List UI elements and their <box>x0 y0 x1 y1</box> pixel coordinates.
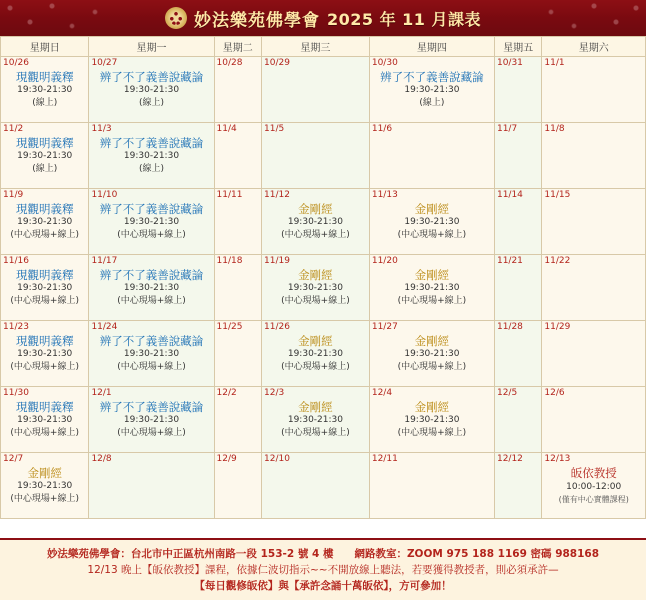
day-number: 12/11 <box>371 454 398 464</box>
event-title: 現觀明義釋 <box>15 268 74 282</box>
calendar-day-cell[interactable] <box>1 57 89 123</box>
page-footer <box>0 538 646 600</box>
event-venue: (中心現場+線上) <box>10 494 79 504</box>
day-number: 11/21 <box>496 256 523 266</box>
day-event <box>1 69 88 112</box>
day-number: 12/2 <box>216 388 237 398</box>
event-title: 皈依教授 <box>570 466 617 480</box>
calendar-day-cell[interactable] <box>89 189 214 255</box>
day-number: 10/26 <box>3 58 29 68</box>
day-number: 12/1 <box>91 388 112 398</box>
event-venue: (中心現場+線上) <box>117 428 186 438</box>
calendar-day-cell[interactable] <box>214 255 261 321</box>
day-number: 11/20 <box>371 256 398 266</box>
day-number: 11/16 <box>3 256 29 266</box>
calendar-day-cell[interactable] <box>262 123 370 189</box>
day-event <box>1 465 88 508</box>
event-venue: (線上) <box>138 98 164 108</box>
calendar-day-cell[interactable] <box>494 123 541 189</box>
calendar-day-cell[interactable] <box>542 189 646 255</box>
calendar-day-cell[interactable] <box>369 387 494 453</box>
day-number: 11/26 <box>264 322 290 332</box>
day-number: 12/5 <box>496 388 518 398</box>
calendar-week-row <box>1 123 646 189</box>
event-title: 辨了不了義善說藏論 <box>99 202 204 216</box>
weekday-header-sat: 星期六 <box>542 37 646 57</box>
day-number: 11/5 <box>264 124 285 134</box>
day-event <box>1 267 88 310</box>
calendar-body <box>1 57 646 519</box>
event-time: 19:30-21:30 <box>123 217 180 227</box>
day-number: 11/17 <box>91 256 118 266</box>
event-time: 19:30-21:30 <box>404 349 460 359</box>
calendar-day-cell[interactable] <box>89 453 214 519</box>
event-title: 現觀明義釋 <box>15 202 74 216</box>
day-event <box>89 333 213 376</box>
event-time: 19:30-21:30 <box>404 85 460 95</box>
event-time: 19:30-21:30 <box>287 217 343 227</box>
calendar-day-cell[interactable] <box>369 255 494 321</box>
event-title: 金剛經 <box>298 400 333 414</box>
header-ornament-right <box>526 0 646 36</box>
day-number: 11/14 <box>496 190 523 200</box>
day-number: 11/19 <box>264 256 290 266</box>
page-header <box>0 0 646 36</box>
calendar-day-cell[interactable] <box>89 387 214 453</box>
event-venue: (中心現場+線上) <box>397 296 467 306</box>
lotus-icon <box>165 7 187 29</box>
day-number: 11/15 <box>544 190 571 200</box>
day-event <box>1 135 88 178</box>
calendar-day-cell[interactable] <box>369 123 494 189</box>
calendar-day-cell[interactable] <box>494 255 541 321</box>
event-note: (僅有中心實體課程) <box>558 495 629 504</box>
event-time: 19:30-21:30 <box>123 283 180 293</box>
calendar-day-cell[interactable] <box>494 57 541 123</box>
day-number: 10/27 <box>91 58 118 68</box>
day-event <box>262 201 369 244</box>
day-event <box>262 267 369 310</box>
day-number: 11/27 <box>371 322 398 332</box>
calendar-day-cell[interactable] <box>1 387 89 453</box>
calendar-day-cell[interactable] <box>542 387 646 453</box>
calendar-week-row <box>1 57 646 123</box>
event-title: 現觀明義釋 <box>15 400 74 414</box>
calendar-day-cell[interactable] <box>214 123 261 189</box>
calendar-day-cell[interactable] <box>542 57 646 123</box>
event-venue: (中心現場+線上) <box>117 230 186 240</box>
event-time: 19:30-21:30 <box>404 217 460 227</box>
event-title: 金剛經 <box>414 334 450 348</box>
calendar-day-cell[interactable] <box>214 453 261 519</box>
event-venue: (中心現場+線上) <box>397 230 467 240</box>
event-time: 19:30-21:30 <box>287 283 343 293</box>
event-time: 19:30-21:30 <box>17 415 73 425</box>
calendar-day-cell[interactable] <box>214 321 261 387</box>
calendar-day-cell[interactable] <box>214 57 261 123</box>
calendar-day-cell[interactable] <box>89 255 214 321</box>
day-number: 11/6 <box>371 124 393 134</box>
day-event <box>370 201 494 244</box>
day-event <box>262 399 369 442</box>
day-event <box>1 333 88 376</box>
day-number: 10/29 <box>264 58 290 68</box>
event-time: 19:30-21:30 <box>287 415 343 425</box>
day-number: 11/30 <box>3 388 29 398</box>
footer-address-line: 妙法樂苑佛學會：台北市中正區杭州南路一段 153-2 號 4 樓 網路教室：ZOOM 975 188 1169 密碼 988168 <box>46 547 600 560</box>
calendar-day-cell[interactable] <box>494 189 541 255</box>
event-title: 金剛經 <box>298 268 333 282</box>
day-number: 12/10 <box>264 454 290 464</box>
calendar-day-cell[interactable] <box>369 321 494 387</box>
event-time: 19:30-21:30 <box>123 415 180 425</box>
day-number: 11/24 <box>91 322 118 332</box>
calendar-day-cell[interactable] <box>494 453 541 519</box>
page-title: 妙法樂苑佛學會 <box>193 10 320 31</box>
event-title: 辨了不了義善說藏論 <box>99 136 204 150</box>
event-time: 19:30-21:30 <box>123 349 180 359</box>
day-number: 11/3 <box>91 124 112 134</box>
footer-note-line-2: 【每日觀修皈依】與【承許念誦十萬皈依】，方可參加！ <box>194 579 452 592</box>
day-event <box>542 465 645 507</box>
calendar-day-cell[interactable] <box>1 189 89 255</box>
event-venue: (線上) <box>32 98 58 108</box>
day-number: 11/12 <box>264 190 290 200</box>
day-event <box>89 135 213 178</box>
event-title: 現觀明義釋 <box>15 334 74 348</box>
day-number: 12/8 <box>91 454 112 464</box>
event-title: 辨了不了義善說藏論 <box>99 70 204 84</box>
weekday-header-fri: 星期五 <box>494 37 541 57</box>
event-time: 19:30-21:30 <box>17 481 73 491</box>
event-venue: (線上) <box>138 164 164 174</box>
day-event <box>89 69 213 112</box>
calendar-header-row <box>1 37 646 57</box>
day-event <box>370 69 494 112</box>
calendar-day-cell[interactable] <box>262 453 370 519</box>
event-venue: (中心現場+線上) <box>397 428 467 438</box>
day-number: 12/4 <box>371 388 393 398</box>
calendar-day-cell[interactable] <box>1 255 89 321</box>
day-number: 11/22 <box>544 256 571 266</box>
event-venue: (線上) <box>419 98 445 108</box>
weekday-header-wed: 星期三 <box>262 37 370 57</box>
calendar-day-cell[interactable] <box>89 321 214 387</box>
event-time: 19:30-21:30 <box>17 217 73 227</box>
calendar-day-cell[interactable] <box>262 189 370 255</box>
event-venue: (中心現場+線上) <box>10 362 79 372</box>
event-time: 19:30-21:30 <box>17 283 73 293</box>
day-event <box>1 399 88 442</box>
day-event <box>262 333 369 376</box>
calendar-week-row <box>1 255 646 321</box>
day-number: 11/18 <box>216 256 243 266</box>
calendar-day-cell[interactable] <box>494 387 541 453</box>
calendar-day-cell[interactable] <box>494 321 541 387</box>
event-time: 19:30-21:30 <box>17 349 73 359</box>
event-title: 辨了不了義善說藏論 <box>99 334 204 348</box>
day-number: 12/13 <box>544 454 571 464</box>
day-event <box>1 201 88 244</box>
day-number: 12/3 <box>264 388 285 398</box>
weekday-header-thu: 星期四 <box>369 37 494 57</box>
calendar-week-row <box>1 387 646 453</box>
event-venue: (中心現場+線上) <box>117 296 186 306</box>
day-number: 11/2 <box>3 124 24 134</box>
calendar-day-cell[interactable] <box>542 453 646 519</box>
event-time: 19:30-21:30 <box>17 85 73 95</box>
day-number: 11/11 <box>216 190 243 200</box>
calendar-day-cell[interactable] <box>214 387 261 453</box>
event-title: 金剛經 <box>27 466 62 480</box>
event-title: 辨了不了義善說藏論 <box>99 268 204 282</box>
day-event <box>89 201 213 244</box>
event-venue: (中心現場+線上) <box>281 230 350 240</box>
day-number: 12/6 <box>544 388 565 398</box>
event-title: 辨了不了義善說藏論 <box>99 400 204 414</box>
footer-note-line-1: 12/13 晚上【皈依教授】課程，依據仁波切指示~~不開放線上聽法，若要獲得教授者，則必須承許— <box>87 563 559 576</box>
event-venue: (中心現場+線上) <box>10 296 79 306</box>
calendar-day-cell[interactable] <box>1 453 89 519</box>
calendar-day-cell[interactable] <box>1 321 89 387</box>
day-number: 11/13 <box>371 190 398 200</box>
event-title: 現觀明義釋 <box>15 70 74 84</box>
calendar-day-cell[interactable] <box>1 123 89 189</box>
event-title: 金剛經 <box>414 202 450 216</box>
event-time: 19:30-21:30 <box>404 283 460 293</box>
day-number: 10/31 <box>496 58 523 68</box>
day-number: 11/4 <box>216 124 237 134</box>
event-venue: (中心現場+線上) <box>281 362 350 372</box>
event-venue: (線上) <box>32 164 58 174</box>
calendar-day-cell[interactable] <box>542 255 646 321</box>
calendar-day-cell[interactable] <box>262 387 370 453</box>
event-title: 現觀明義釋 <box>15 136 74 150</box>
day-event <box>370 267 494 310</box>
day-number: 10/30 <box>371 58 398 68</box>
event-time: 19:30-21:30 <box>17 151 73 161</box>
page-subtitle: 2025 年 11 月課表 <box>326 9 481 29</box>
day-event <box>370 333 494 376</box>
day-number: 11/8 <box>544 124 565 134</box>
calendar-week-row <box>1 321 646 387</box>
calendar-day-cell[interactable] <box>369 57 494 123</box>
header-ornament-left <box>0 0 120 36</box>
event-venue: (中心現場+線上) <box>10 428 79 438</box>
event-time: 19:30-21:30 <box>287 349 343 359</box>
day-number: 10/28 <box>216 58 243 68</box>
event-venue: (中心現場+線上) <box>281 428 350 438</box>
day-number: 12/7 <box>3 454 24 464</box>
event-time: 19:30-21:30 <box>404 415 460 425</box>
day-number: 11/9 <box>3 190 24 200</box>
calendar-table <box>0 36 646 519</box>
calendar-day-cell[interactable] <box>214 189 261 255</box>
calendar-day-cell[interactable] <box>89 57 214 123</box>
event-title: 金剛經 <box>298 202 333 216</box>
event-title: 金剛經 <box>414 268 450 282</box>
weekday-header-mon: 星期一 <box>89 37 214 57</box>
event-time: 19:30-21:30 <box>123 85 180 95</box>
day-number: 12/12 <box>496 454 523 464</box>
calendar-day-cell[interactable] <box>542 123 646 189</box>
calendar-day-cell[interactable] <box>542 321 646 387</box>
day-event <box>89 399 213 442</box>
event-venue: (中心現場+線上) <box>281 296 350 306</box>
calendar-week-row <box>1 189 646 255</box>
day-event <box>370 399 494 442</box>
event-venue: (中心現場+線上) <box>117 362 186 372</box>
day-number: 11/29 <box>544 322 571 332</box>
event-time: 19:30-21:30 <box>123 151 180 161</box>
calendar-day-cell[interactable] <box>262 57 370 123</box>
calendar-day-cell[interactable] <box>262 255 370 321</box>
day-number: 11/10 <box>91 190 118 200</box>
event-venue: (中心現場+線上) <box>10 230 79 240</box>
day-number: 11/7 <box>496 124 518 134</box>
event-title: 金剛經 <box>414 400 450 414</box>
calendar-day-cell[interactable] <box>89 123 214 189</box>
day-event <box>89 267 213 310</box>
weekday-header-tue: 星期二 <box>214 37 261 57</box>
calendar-day-cell[interactable] <box>369 189 494 255</box>
event-title: 金剛經 <box>298 334 333 348</box>
day-number: 11/1 <box>544 58 565 68</box>
event-time: 10:00-12:00 <box>566 482 622 492</box>
calendar-day-cell[interactable] <box>262 321 370 387</box>
calendar-week-row <box>1 453 646 519</box>
event-title: 辨了不了義善說藏論 <box>380 70 484 84</box>
event-venue: (中心現場+線上) <box>397 362 467 372</box>
weekday-header-sun: 星期日 <box>1 37 89 57</box>
day-number: 11/23 <box>3 322 29 332</box>
day-number: 12/9 <box>216 454 237 464</box>
day-number: 11/25 <box>216 322 243 332</box>
day-number: 11/28 <box>496 322 523 332</box>
calendar-day-cell[interactable] <box>369 453 494 519</box>
